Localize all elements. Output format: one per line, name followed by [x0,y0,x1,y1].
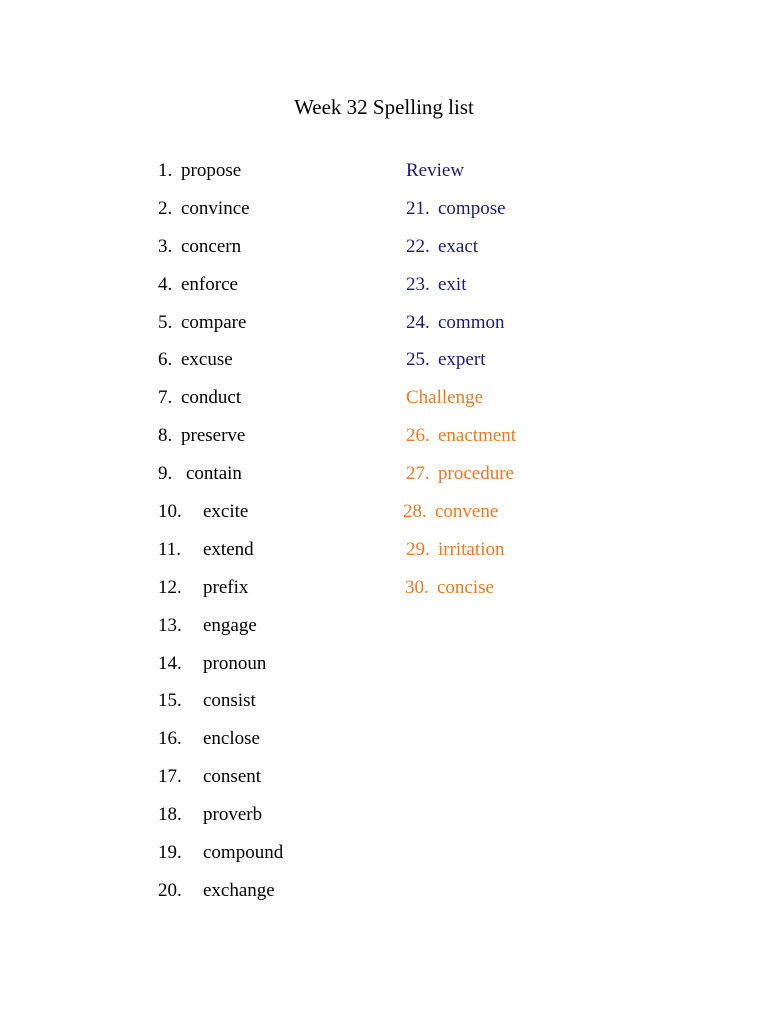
list-item [406,309,516,347]
list-item [158,877,283,915]
item-number: 10. [158,501,182,523]
list-item [405,574,516,612]
challenge-heading: Challenge [406,387,484,409]
item-number: 14. [158,652,182,674]
item-number: 22. [406,235,430,257]
extra-word-list [403,157,517,612]
page-title: Week 32 Spelling list [294,95,474,119]
item-number: 30. [405,576,429,598]
item-number: 4. [158,273,173,295]
item-word: exit [438,273,467,295]
list-item [158,839,283,877]
item-number: 28. [403,501,427,523]
item-number: 23. [406,273,430,295]
item-word: pronoun [203,652,267,674]
item-word: preserve [181,425,246,447]
list-item [158,725,283,763]
list-item [158,346,283,384]
item-word: prefix [203,576,249,598]
list-item [158,195,283,233]
list-item [406,422,516,460]
list-item [158,763,283,801]
list-item [406,536,516,574]
item-word: propose [181,160,242,181]
list-item [406,346,516,384]
list-item [158,460,283,498]
list-item [158,574,283,612]
item-word: proverb [203,804,263,826]
item-word: procedure [438,463,514,485]
item-number: 19. [158,842,182,864]
item-word: convene [435,501,499,523]
item-number: 18. [158,804,182,826]
list-item [406,271,516,309]
item-number: 7. [158,387,173,409]
item-word: excuse [181,349,233,371]
item-word: exact [438,235,479,257]
item-number: 27. [406,463,430,485]
item-number: 15. [158,690,182,712]
item-number: 24. [406,311,430,333]
item-number: 29. [406,538,430,560]
review-heading: Review [406,160,465,181]
item-number: 26. [406,425,430,447]
list-item [158,801,283,839]
list-item [158,233,283,271]
item-word: enforce [181,273,238,295]
list-item [158,498,283,536]
list-item [158,309,283,347]
item-word: consent [203,766,262,788]
list-item [406,460,516,498]
list-item [158,384,283,422]
list-item [158,612,283,650]
main-word-list [158,157,283,915]
item-word: contain [186,463,242,485]
item-word: expert [438,349,486,371]
list-item [158,157,283,195]
item-word: compose [438,197,506,219]
item-word: enclose [203,728,260,750]
item-number: 6. [158,349,173,371]
item-word: compare [181,311,247,333]
item-word: engage [203,614,257,636]
list-item [406,233,516,271]
list-item [406,195,516,233]
item-number: 1. [158,160,173,181]
item-word: extend [203,538,254,560]
item-number: 8. [158,425,173,447]
item-number: 11. [158,538,182,560]
item-number: 2. [158,197,173,219]
list-item [158,650,283,688]
item-word: enactment [438,425,517,447]
item-number: 20. [158,879,182,901]
item-number: 25. [406,349,430,371]
item-number: 5. [158,311,173,333]
list-item [158,536,283,574]
item-number: 16. [158,728,182,750]
item-word: conduct [181,387,242,409]
item-word: excite [203,501,249,523]
list-item [158,687,283,725]
item-number: 9. [158,463,173,485]
item-number: 21. [406,197,430,219]
item-word: compound [203,842,284,864]
item-word: consist [203,690,256,712]
list-item [158,271,283,309]
item-word: irritation [438,538,505,560]
item-word: convince [181,197,250,219]
item-word: concise [437,576,494,598]
list-item [403,498,516,536]
item-number: 13. [158,614,182,636]
list-item [158,422,283,460]
item-word: concern [181,235,242,257]
item-number: 17. [158,766,182,788]
item-number: 12. [158,576,182,598]
item-word: common [438,311,505,333]
item-word: exchange [203,879,275,901]
item-number: 3. [158,235,173,257]
